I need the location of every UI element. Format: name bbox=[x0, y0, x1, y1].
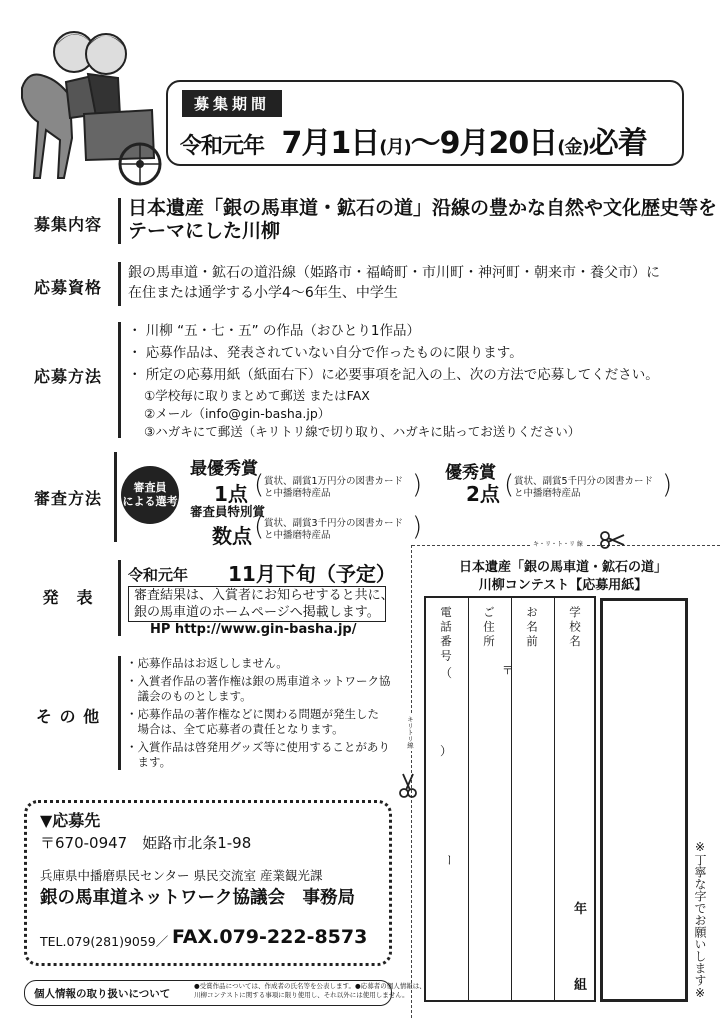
content-bar bbox=[118, 198, 121, 244]
eligibility-bar bbox=[118, 262, 121, 306]
announce-url: HP http://www.gin-basha.jp/ bbox=[150, 622, 357, 637]
end-month: 9月 bbox=[439, 126, 489, 161]
grand-prize-count: 1点 bbox=[214, 482, 248, 506]
special-prize-title: 審査員特別賞 bbox=[190, 504, 266, 519]
excellent-prize-count: 2点 bbox=[466, 482, 500, 506]
special-paren-open: ( bbox=[254, 512, 265, 542]
other-line-5: 場合は、全て応募者の責任となります。 bbox=[126, 722, 344, 736]
announce-note-1: 審査結果は、入賞者にお知らせすると共に、 bbox=[134, 588, 394, 603]
scissors-icon bbox=[399, 772, 417, 798]
period-label: 募集期間 bbox=[182, 90, 282, 117]
eligibility-line-1: 銀の馬車道・鉱石の道沿線（姫路市・福崎町・市川町・神河町・朝来市・養父市）に bbox=[128, 265, 660, 281]
judges-badge bbox=[121, 466, 179, 524]
judging-bar bbox=[114, 452, 117, 542]
form-col-address[interactable] bbox=[469, 598, 512, 1000]
other-heading: そ の 他 bbox=[35, 707, 101, 726]
period-tilde: 〜 bbox=[410, 126, 440, 161]
grand-paren-open: ( bbox=[254, 470, 265, 500]
excellent-prize-note-2: と中播磨特産品 bbox=[514, 488, 581, 499]
announce-era: 令和元年 bbox=[128, 566, 189, 584]
start-month: 7月 bbox=[281, 126, 331, 161]
excellent-paren-open: ( bbox=[504, 470, 515, 500]
cut-label-side: キリトリ線 bbox=[406, 716, 414, 749]
eligibility-line-2: 在住または通学する小学4〜6年生、中学生 bbox=[128, 285, 398, 301]
method-option-3: ③ハガキにて郵送（キリトリ線で切り取り、ハガキに貼ってお送りください） bbox=[144, 424, 581, 439]
period-date bbox=[180, 118, 647, 162]
content-line-1: 日本遺産「銀の馬車道・鉱石の道」沿線の豊かな自然や文化歴史等を bbox=[128, 197, 718, 219]
form-label-school: 学校名 bbox=[568, 606, 582, 650]
badge-line-2: による選考 bbox=[122, 495, 178, 508]
method-bullet-3: ・ 所定の応募用紙（紙面右下）に必要事項を記入の上、次の方法で応募してください。 bbox=[128, 367, 659, 383]
address-org: 銀の馬車道ネットワーク協議会 事務局 bbox=[40, 888, 355, 908]
cut-label-top: キ・リ・ト・リ 線 bbox=[530, 539, 586, 548]
grand-prize-note-1: 賞状、副賞1万円分の図書カード bbox=[264, 476, 404, 487]
special-prize-count: 数点 bbox=[212, 524, 252, 548]
other-line-6: ・入賞作品は啓発用グッズ等に使用することがあり bbox=[126, 740, 390, 754]
start-day: 1日 bbox=[330, 126, 380, 161]
other-line-1: ・応募作品はお返ししません。 bbox=[126, 656, 288, 670]
special-paren-close: ) bbox=[412, 512, 423, 542]
badge-line-1: 審査員 bbox=[133, 481, 167, 494]
grand-prize-note-2: と中播磨特産品 bbox=[264, 488, 331, 499]
address-office: 兵庫県中播磨県民センター 県民交流室 産業観光課 bbox=[40, 868, 323, 883]
special-prize-note-2: と中播磨特産品 bbox=[264, 530, 331, 541]
content-heading: 募集内容 bbox=[33, 215, 102, 234]
method-bullet-1: ・ 川柳 “五・七・五” の作品（おひとり1作品） bbox=[128, 323, 420, 339]
announce-note-2: 銀の馬車道のホームページへ掲載します。 bbox=[134, 605, 380, 620]
excellent-prize-title: 優秀賞 bbox=[445, 463, 496, 483]
form-label-phone: 電話番号 bbox=[439, 606, 453, 664]
form-title-2: 川柳コンテスト【応募用紙】 bbox=[478, 578, 648, 593]
phone-open-paren: （ bbox=[440, 666, 453, 680]
form-col-name[interactable] bbox=[512, 598, 555, 1000]
senryu-entry-box[interactable] bbox=[600, 598, 688, 1002]
judging-heading: 審査方法 bbox=[33, 489, 102, 508]
announce-date: 11月下旬（予定） bbox=[228, 562, 396, 586]
special-prize-note-1: 賞状、副賞3千円分の図書カード bbox=[264, 518, 404, 529]
address-fax: FAX.079-222-8573 bbox=[172, 926, 368, 948]
privacy-note-1: ●受賞作品については、作成者の氏名等を公表します。●応募者の個人情報は、 bbox=[194, 982, 426, 990]
grand-paren-close: ) bbox=[412, 470, 423, 500]
form-col-school[interactable] bbox=[555, 598, 598, 1000]
form-label-name: お名前 bbox=[525, 606, 539, 650]
other-line-4: ・応募作品の著作権などに関わる問題が発生した bbox=[126, 707, 379, 721]
form-label-address: ご住所 bbox=[482, 606, 496, 650]
phone-close-paren: ） bbox=[440, 744, 453, 758]
privacy-note-2: 川柳コンテストに関する事項に限り使用し、それ以外には使用しません。 bbox=[194, 991, 409, 999]
content-line-2: テーマにした川柳 bbox=[128, 220, 281, 242]
method-bullet-2: ・ 応募作品は、発表されていない自分で作ったものに限ります。 bbox=[128, 345, 523, 361]
address-tel: TEL.079(281)9059／ bbox=[40, 934, 169, 949]
address-heading: ▼応募先 bbox=[40, 811, 101, 830]
form-class-label: 組 bbox=[574, 978, 588, 993]
end-day: 20日 bbox=[488, 126, 558, 161]
other-bar bbox=[118, 656, 121, 770]
deadline-label: 必着 bbox=[588, 126, 647, 161]
other-line-7: ます。 bbox=[126, 755, 172, 769]
method-bar bbox=[118, 322, 121, 438]
form-title-1: 日本遺産「銀の馬車道・鉱石の道」 bbox=[458, 560, 667, 575]
other-line-3: 議会のものとします。 bbox=[126, 689, 252, 703]
eligibility-heading: 応募資格 bbox=[33, 278, 102, 297]
postal-mark: 〒 bbox=[502, 664, 513, 677]
scissors-icon bbox=[600, 531, 626, 549]
grand-prize-title: 最優秀賞 bbox=[190, 459, 258, 479]
announce-heading: 発 表 bbox=[42, 588, 94, 607]
excellent-prize-note-1: 賞状、副賞5千円分の図書カード bbox=[514, 476, 654, 487]
method-heading: 応募方法 bbox=[33, 367, 102, 386]
end-dow: (金) bbox=[557, 137, 589, 158]
address-postal: 〒670-0947 姫路市北条1-98 bbox=[40, 834, 252, 852]
start-dow: (月) bbox=[379, 137, 411, 158]
excellent-paren-close: ) bbox=[662, 470, 673, 500]
method-option-2: ②メール（info@gin-basha.jp） bbox=[144, 406, 331, 421]
period-era: 令和元年 bbox=[180, 134, 265, 159]
privacy-label: 個人情報の取り扱いについて bbox=[34, 988, 171, 1000]
method-option-1: ①学校毎に取りまとめて郵送 またはFAX bbox=[144, 388, 370, 403]
announce-bar bbox=[118, 560, 121, 636]
children-horse-carriage-illustration bbox=[14, 18, 162, 188]
form-note: ※丁寧な字でお願いします※ bbox=[693, 840, 707, 1000]
other-line-2: ・入賞者作品の著作権は銀の馬車道ネットワーク協 bbox=[126, 674, 391, 688]
phone-dash: ー bbox=[442, 854, 456, 866]
form-grade-label: 年 bbox=[574, 902, 588, 917]
